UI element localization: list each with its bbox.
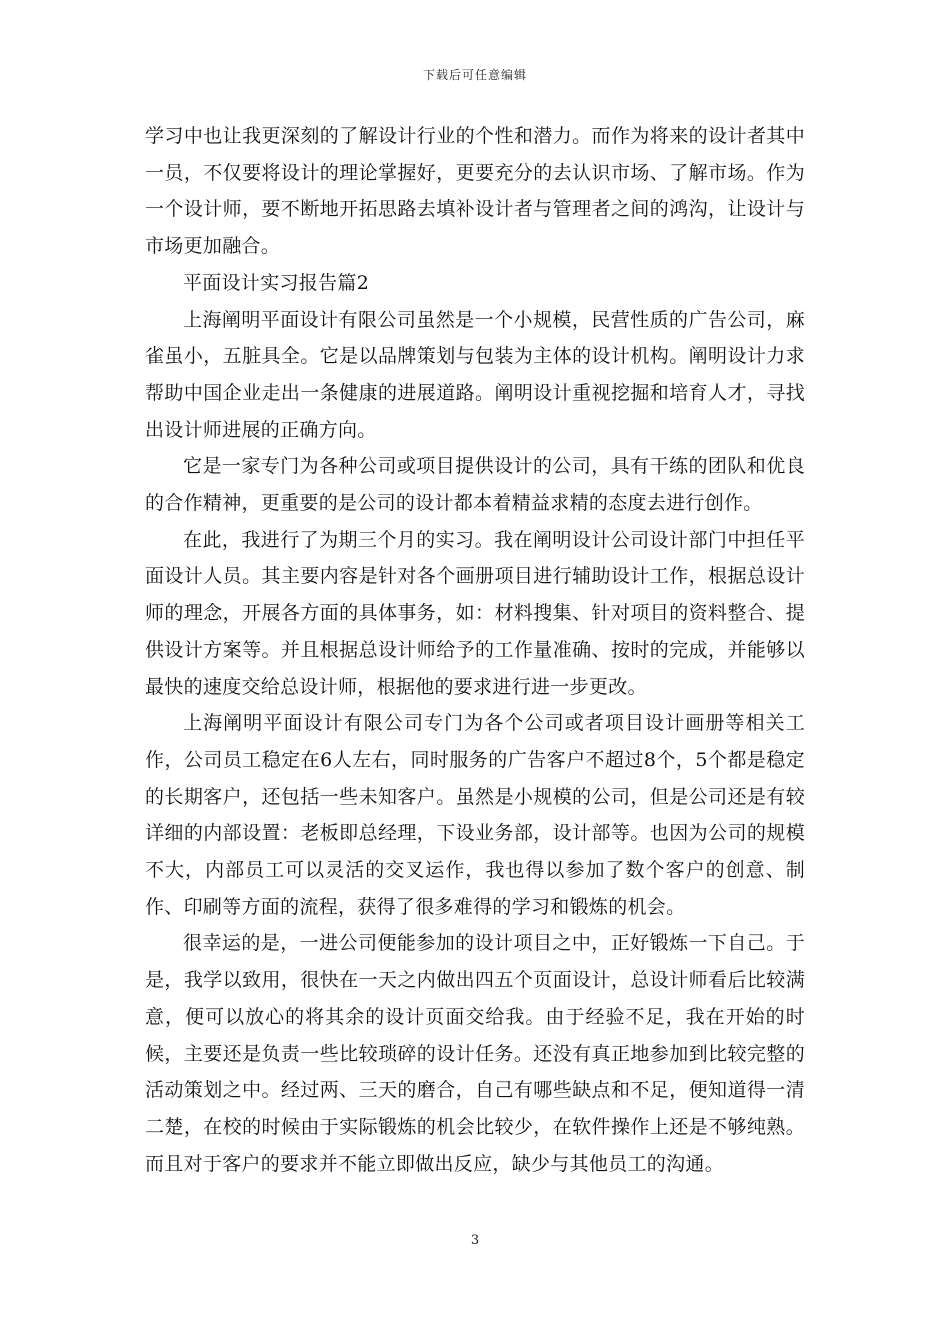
paragraph: 它是一家专门为各种公司或项目提供设计的公司，具有干练的团队和优良的合作精神，更重要的是公司的设计都本着精益求精的态度去进行创作。 xyxy=(145,455,805,515)
page-header: 下载后可任意编辑 xyxy=(422,68,527,82)
page-number: 3 xyxy=(470,1233,480,1248)
paragraph: 很幸运的是，一进公司便能参加的设计项目之中，正好锻炼一下自己。于是，我学以致用，很快在一天之内做出四五个页面设计，总设计师看后比较满意，便可以放心的将其余的设计页面交给我。由于经验不足，我在开始的时候，主要还是负责一些比较琐碎的设计任务。还没有真正地参加到比较完整的活动策划之中。经过两、三天的磨合，自己有哪些缺点和不足，便知道得一清二楚，在校的时候由于实际锻炼的机会比较少，在软件操作上还是不够纯熟。而且对于客户的要求并不能立即做出反应，缺少与其他员工的沟通。 xyxy=(145,932,805,1175)
section-heading: 平面设计实习报告篇2 xyxy=(183,271,370,294)
document-body xyxy=(145,118,805,1182)
paragraph-continuation: 学习中也让我更深刻的了解设计行业的个性和潜力。而作为将来的设计者其中一员，不仅要将设计的理论掌握好，更要充分的去认识市场、了解市场。作为一个设计师，要不断地开拓思路去填补设计者与管理者之间的鸿沟，让设计与市场更加融合。 xyxy=(145,125,805,258)
paragraph: 上海阐明平面设计有限公司专门为各个公司或者项目设计画册等相关工作，公司员工稳定在6人左右，同时服务的广告客户不超过8个，5个都是稳定的长期客户，还包括一些未知客户。虽然是小规模的公司，但是公司还是有较详细的内部设置：老板即总经理，下设业务部，设计部等。也因为公司的规模不大，内部员工可以灵活的交叉运作，我也得以参加了数个客户的创意、制作、印刷等方面的流程，获得了很多难得的学习和锻炼的机会。 xyxy=(145,712,805,918)
paragraph: 在此，我进行了为期三个月的实习。我在阐明设计公司设计部门中担任平面设计人员。其主要内容是针对各个画册项目进行辅助设计工作，根据总设计师的理念，开展各方面的具体事务，如：材料搜集、针对项目的资料整合、提供设计方案等。并且根据总设计师给予的工作量准确、按时的完成，并能够以最快的速度交给总设计师，根据他的要求进行进一步更改。 xyxy=(145,528,805,698)
paragraph: 上海阐明平面设计有限公司虽然是一个小规模，民营性质的广告公司，麻雀虽小，五脏具全。它是以品牌策划与包装为主体的设计机构。阐明设计力求帮助中国企业走出一条健康的进展道路。阐明设计重视挖掘和培育人才，寻找出设计师进展的正确方向。 xyxy=(145,308,805,441)
